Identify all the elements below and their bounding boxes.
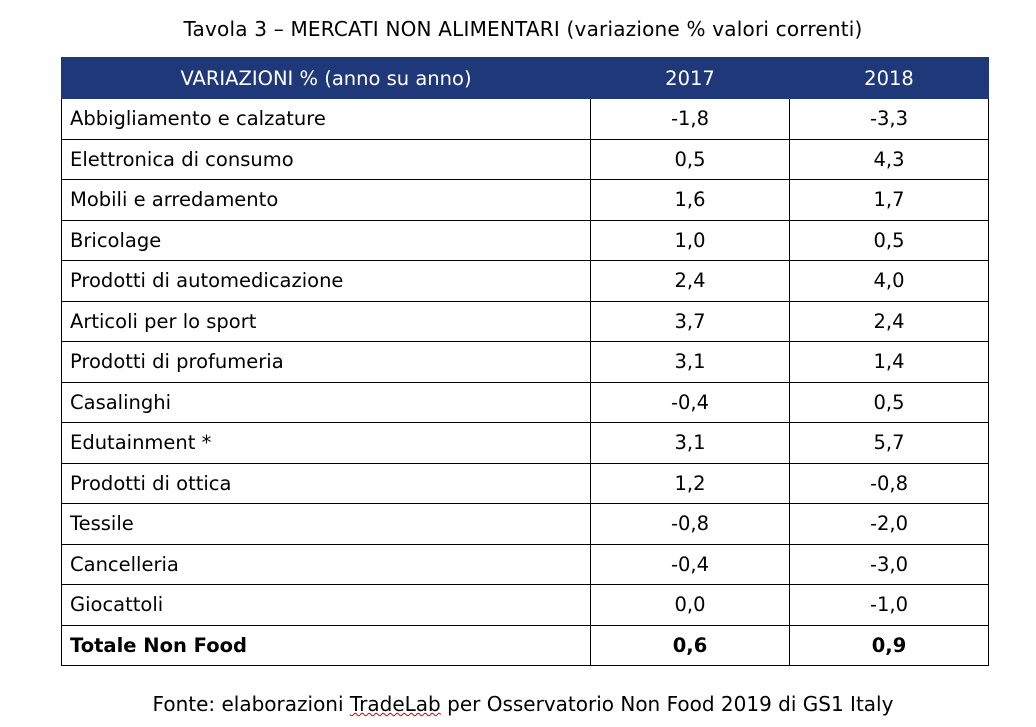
row-label: Edutainment * <box>62 423 591 464</box>
row-label: Prodotti di automedicazione <box>62 261 591 302</box>
table-row <box>62 544 989 585</box>
row-label: Prodotti di profumeria <box>62 342 591 383</box>
table-row <box>62 382 989 423</box>
row-label: Giocattoli <box>62 585 591 626</box>
table-row <box>62 139 989 180</box>
row-label: Mobili e arredamento <box>62 180 591 221</box>
row-label: Elettronica di consumo <box>62 139 591 180</box>
value-2018: 4,0 <box>790 261 989 302</box>
value-2017: 1,0 <box>591 220 790 261</box>
source-prefix: Fonte: elaborazioni <box>152 692 350 716</box>
row-label: Articoli per lo sport <box>62 301 591 342</box>
column-header-category: VARIAZIONI % (anno su anno) <box>62 58 591 99</box>
data-table <box>61 57 989 666</box>
table-header-row <box>62 58 989 99</box>
row-label: Prodotti di ottica <box>62 463 591 504</box>
value-2017: -0,4 <box>591 382 790 423</box>
row-label: Bricolage <box>62 220 591 261</box>
value-2017: 1,2 <box>591 463 790 504</box>
value-2018: -3,3 <box>790 99 989 140</box>
value-2017: 3,7 <box>591 301 790 342</box>
value-2017: -0,8 <box>591 504 790 545</box>
value-2017: 0,5 <box>591 139 790 180</box>
value-2018: 5,7 <box>790 423 989 464</box>
table-row <box>62 342 989 383</box>
source-organization: TradeLab <box>349 692 441 716</box>
value-2018: 1,4 <box>790 342 989 383</box>
value-2018: -1,0 <box>790 585 989 626</box>
total-value-2017: 0,6 <box>591 625 790 666</box>
value-2018: 1,7 <box>790 180 989 221</box>
column-header-2017: 2017 <box>591 58 790 99</box>
total-value-2018: 0,9 <box>790 625 989 666</box>
total-row <box>62 625 989 666</box>
value-2018: -3,0 <box>790 544 989 585</box>
table-row <box>62 585 989 626</box>
source-note <box>0 692 1036 716</box>
value-2017: 3,1 <box>591 423 790 464</box>
table-row <box>62 180 989 221</box>
table-row <box>62 220 989 261</box>
row-label: Abbigliamento e calzature <box>62 99 591 140</box>
column-header-2018: 2018 <box>790 58 989 99</box>
value-2018: 0,5 <box>790 220 989 261</box>
table-row <box>62 423 989 464</box>
value-2018: 0,5 <box>790 382 989 423</box>
value-2017: -0,4 <box>591 544 790 585</box>
value-2018: 2,4 <box>790 301 989 342</box>
row-label: Tessile <box>62 504 591 545</box>
value-2018: 4,3 <box>790 139 989 180</box>
value-2017: 2,4 <box>591 261 790 302</box>
row-label: Casalinghi <box>62 382 591 423</box>
table-row <box>62 504 989 545</box>
row-label: Cancelleria <box>62 544 591 585</box>
table-row <box>62 463 989 504</box>
table-row <box>62 261 989 302</box>
value-2017: -1,8 <box>591 99 790 140</box>
table-row <box>62 301 989 342</box>
value-2017: 0,0 <box>591 585 790 626</box>
source-suffix: per Osservatorio Non Food 2019 di GS1 Italy <box>440 692 894 716</box>
total-label: Totale Non Food <box>62 625 591 666</box>
table-row <box>62 99 989 140</box>
table-title: Tavola 3 – MERCATI NON ALIMENTARI (variazione % valori correnti) <box>183 17 863 41</box>
value-2018: -2,0 <box>790 504 989 545</box>
value-2017: 1,6 <box>591 180 790 221</box>
value-2017: 3,1 <box>591 342 790 383</box>
value-2018: -0,8 <box>790 463 989 504</box>
